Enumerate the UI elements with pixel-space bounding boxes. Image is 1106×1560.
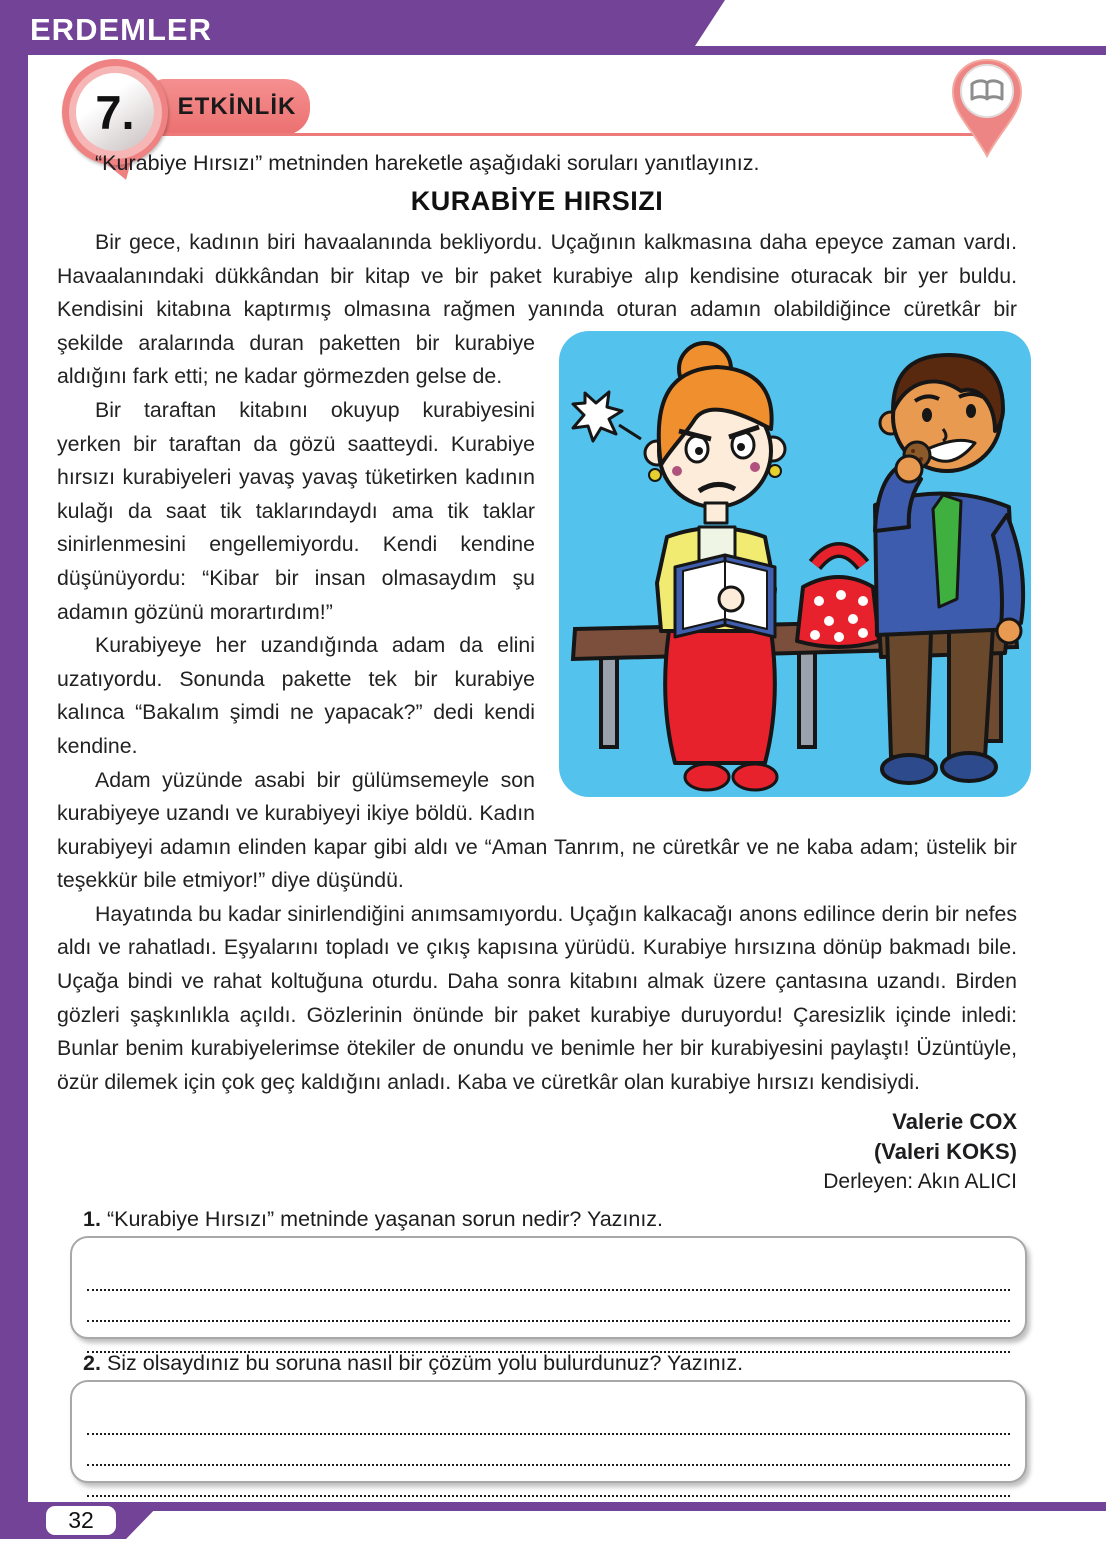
float-spacer bbox=[1017, 226, 1018, 327]
activity-instruction: “Kurabiye Hırsızı” metninden hareketle aşağıdaki soruları yanıtlayınız. bbox=[95, 151, 760, 175]
author-block bbox=[57, 1107, 1017, 1197]
answer-line[interactable] bbox=[87, 1322, 1010, 1353]
answer-box-1[interactable] bbox=[70, 1236, 1027, 1339]
story-paragraph: Kurabiyeye her uzandığında adam da elini uzatıyordu. Sonunda pakette tek bir kurabiye kalınca “Bakalım şimdi ne yapacak?” dedi kendi kendine. bbox=[57, 633, 535, 758]
story-title: KURABİYE HIRSIZI bbox=[410, 186, 664, 216]
question-1-number: 1. bbox=[83, 1207, 101, 1232]
question-1 bbox=[57, 1207, 1017, 1232]
compiler: Derleyen: Akın ALICI bbox=[823, 1170, 1017, 1194]
question-2 bbox=[57, 1351, 1017, 1376]
left-margin-bar bbox=[0, 0, 28, 1539]
story-paragraph: Bir gece, kadının biri havaalanında bekliyordu. Uçağının kalkmasına daha epeyce zaman vardı. Havaalanındaki dükkândan bir kitap ve bir paket kurabiye alıp kendisine oturacak bir yer buldu. Kendisini kitabına kaptırmış olmasına rağmen yanında oturan adamın olabildiğince cüretkâr bir şekilde aralarında duran paketten bir kurabiye aldığını fark etti; ne kadar görmezden gelse de. bbox=[57, 230, 1017, 389]
story-paragraph: Adam yüzünde asabi bir gülümsemeyle son kurabiyeye uzandı ve kurabiyeyi ikiye böldü. Kadın kurabiyeyi adamın elinden kapar gibi aldı ve “Aman Tanrım, ne cüretkâr ve ne kaba adam; üstelik bir teşekkür bile etmiyor!” diye düşündü. bbox=[57, 767, 1017, 893]
story-text bbox=[57, 226, 1017, 1099]
page-number: 32 bbox=[46, 1506, 116, 1535]
answer-line[interactable] bbox=[87, 1260, 1010, 1291]
answer-box-2[interactable] bbox=[70, 1380, 1027, 1483]
unit-title: ERDEMLER bbox=[30, 12, 212, 47]
activity-label: ETKİNLİK bbox=[177, 93, 297, 120]
story-illustration bbox=[557, 329, 1033, 799]
answer-line[interactable] bbox=[87, 1466, 1010, 1497]
answer-line[interactable] bbox=[87, 1291, 1010, 1322]
story-paragraph: Bir taraftan kitabını okuyup kurabiyesini yerken bir taraftan da gözü saatteydi. Kurabiye hırsızı kurabiyeleri yavaş yavaş tüketirken kadının kulağı da saat tik taklarındaydı ama tik taklar sinirlenmesini engellemiyordu. Kendi kendine düşünüyordu: “Kibar bir insan olmasaydım şu adamın gözünü morartırdım!” bbox=[57, 397, 535, 624]
author-name: Valerie COX bbox=[892, 1109, 1017, 1135]
author-alt-name: (Valeri KOKS) bbox=[873, 1139, 1017, 1165]
story-paragraph: Hayatında bu kadar sinirlendiğini anımsamıyordu. Uçağın kalkacağı anons edilince derin bir nefes aldı ve rahatladı. Eşyalarını topladı ve çıkış kapısına yürüdü. Kurabiye hırsızına dönüp bakmadı bile. Uçağa bindi ve rahat koltuğuna oturdu. Daha sonra kitabını almak üzere çantasına uzandı. Birden gözleri şaşkınlıkla açıldı. Gözlerinin önünde bir paket kurabiye duruyordu! Çaresizlik içinde inledi: Bunlar benim kurabiyelerimse ötekiler de onundu ve benimle her bir kurabiyesini paylaştı! Üzüntüyle, özür dilemek için çok geç kaldığını anladı. Kaba ve cüretkâr olan kurabiye hırsızı kendisiydi. bbox=[57, 901, 1017, 1094]
question-1-text: “Kurabiye Hırsızı” metninde yaşanan sorun nedir? Yazınız. bbox=[106, 1207, 664, 1232]
question-2-number: 2. bbox=[83, 1351, 101, 1376]
answer-line[interactable] bbox=[87, 1435, 1010, 1466]
question-2-text: Siz olsaydınız bu soruna nasıl bir çözüm yolu bulurdunuz? Yazınız. bbox=[106, 1351, 744, 1376]
activity-number: 7. bbox=[76, 73, 154, 151]
answer-line[interactable] bbox=[87, 1404, 1010, 1435]
page-content bbox=[28, 0, 1106, 1539]
footer-bar bbox=[0, 1502, 1106, 1511]
